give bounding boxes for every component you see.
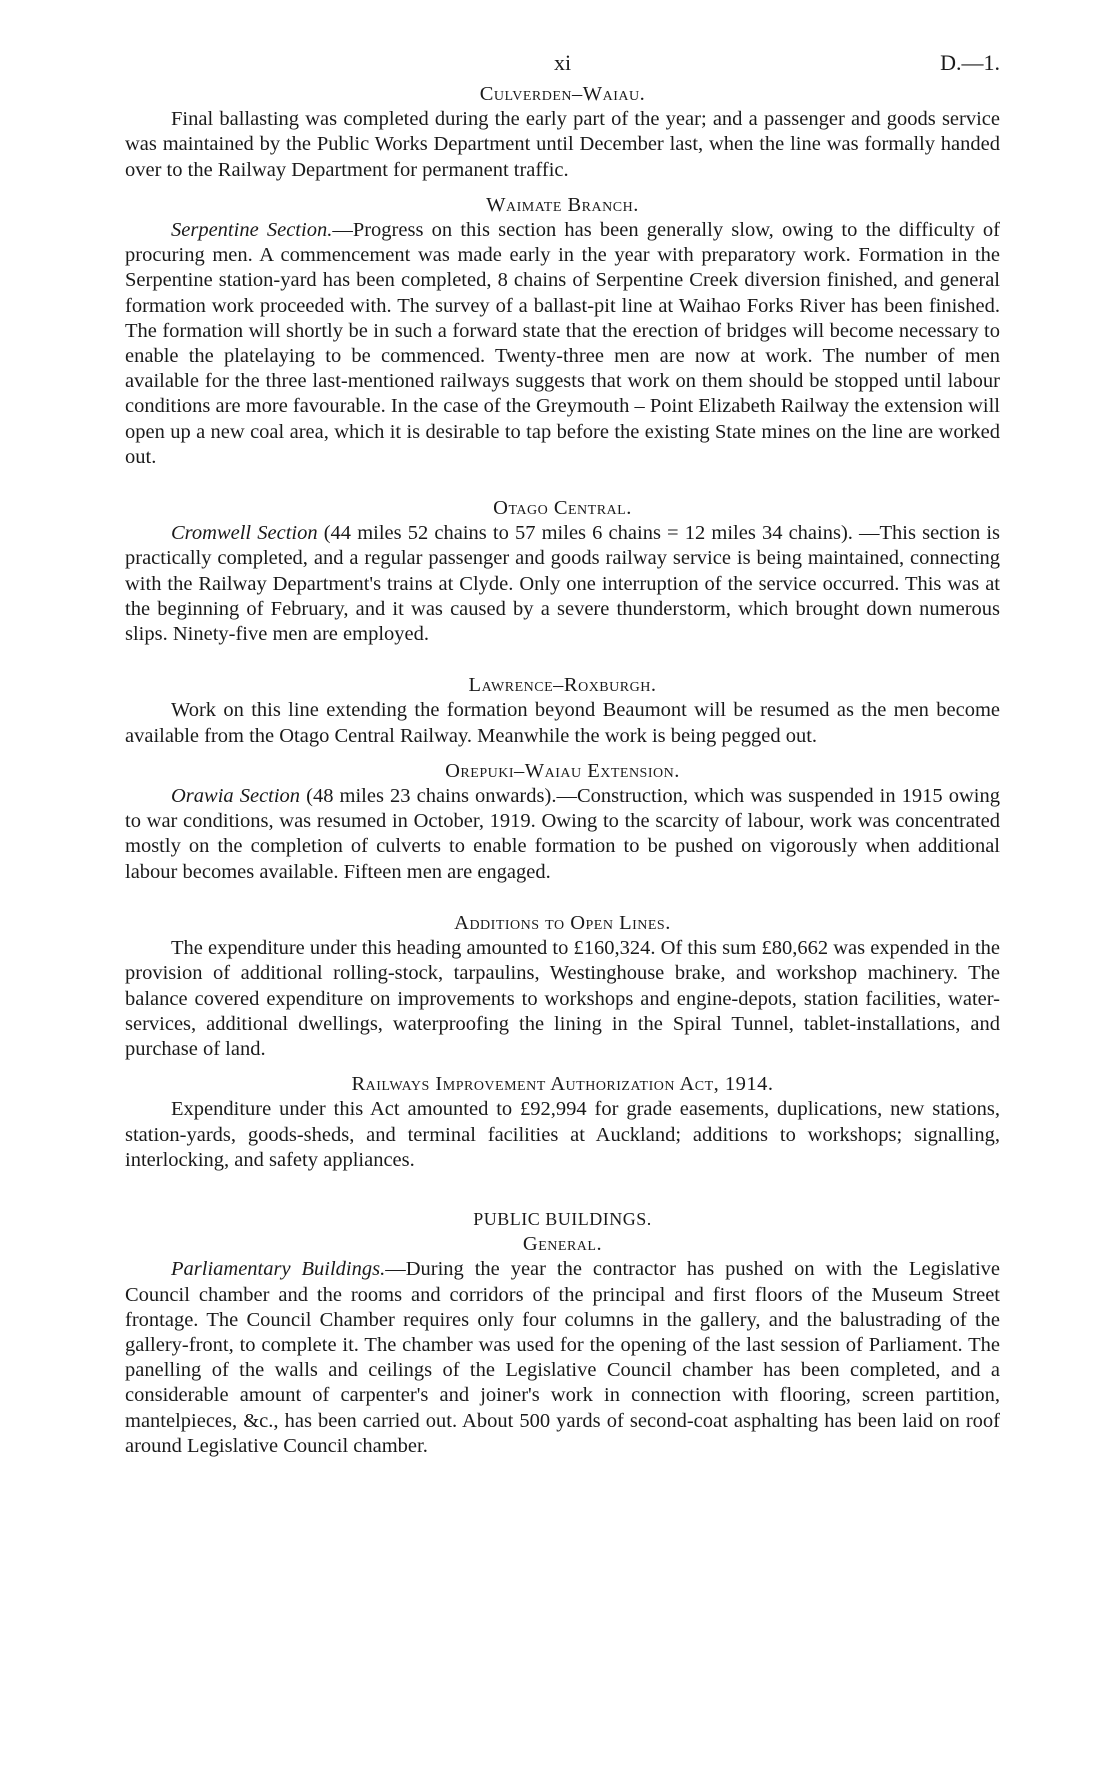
section-lawrence-roxburgh xyxy=(125,673,1000,749)
page-number: xi xyxy=(553,50,572,75)
page-header xyxy=(125,50,1000,82)
paragraph-body: —During the year the contractor has pushed on with the Legislative Council chamber and the rooms and corridors of the principal and first floors of the Museum Street frontage. The Council Chamber requires only four columns in the gallery, and the balustrading of the gallery-front, to complete it. The chamber was used for the opening of the last session of Parliament. The panelling of the walls and ceilings of the Legislative Council chamber has been completed, and a considerable amount of carpenter's and joiner's work in connection with flooring, screen partition, mantelpieces, &c., has been carried out. About 500 yards of second-coat asphalting has been laid on roof around Legislative Council chamber. xyxy=(125,1258,1000,1457)
paragraph-lead: Parliamentary Buildings. xyxy=(171,1258,386,1281)
section-public-buildings xyxy=(125,1207,1000,1459)
paragraph-body: —Progress on this section has been generally slow, owing to the difficulty of procuring men. A commencement was made early in the year with preparatory work. Formation in the Serpentine station-yard has been completed, 8 chains of Serpentine Creek diversion finished, and general formation work proceeded with. The survey of a ballast-pit line at Waihao Forks River has been finished. The formation will shortly be in such a forward state that the erection of bridges will become necessary to enable the platelaying to be commenced. Twenty-three men are now at work. The number of men available for the three last-mentioned railways suggests that work on them should be stopped until labour conditions are more favourable. In the case of the Greymouth – Point Elizabeth Railway the extension will open up a new coal area, which it is desirable to tap before the existing State mines on the line are worked out. xyxy=(125,219,1000,468)
main-heading: PUBLIC BUILDINGS. xyxy=(473,1208,652,1229)
document-page xyxy=(125,50,1000,1459)
section-heading: Otago Central. xyxy=(493,497,632,520)
paragraph-body: (48 miles 23 chains onwards).—Construction, which was suspended in 1915 owing to war conditions, was resumed in October, 1919. Owing to the scarcity of labour, work was concentrated mostly on the completion of culverts to enable formation to be pushed on vigorously when additional labour becomes available. Fifteen men are engaged. xyxy=(125,785,1000,883)
section-paragraph: Final ballasting was completed during the early part of the year; and a passenger and goods service was maintained by the Public Works Department until December last, when the line was formally handed over to the Railway Department for permanent traffic. xyxy=(125,108,1000,181)
section-paragraph: Expenditure under this Act amounted to £92,994 for grade easements, duplications, new stations, station-yards, goods-sheds, and terminal facilities at Auckland; additions to workshops; signalling, interlocking, and safety appliances. xyxy=(125,1098,1000,1171)
section-paragraph xyxy=(125,1257,1000,1459)
section-otago-central xyxy=(125,496,1000,647)
section-heading: General. xyxy=(522,1233,603,1256)
section-paragraph xyxy=(125,784,1000,885)
paragraph-lead: Orawia Section xyxy=(171,785,301,808)
section-culverden-waiau xyxy=(125,82,1000,183)
section-paragraph: Work on this line extending the formation beyond Beaumont will be resumed as the men become available from the Otago Central Railway. Meanwhile the work is being pegged out. xyxy=(125,699,1000,747)
section-paragraph xyxy=(125,521,1000,647)
section-waimate-branch xyxy=(125,193,1000,470)
section-railways-improvement-act xyxy=(125,1072,1000,1173)
section-heading: Culverden–Waiau. xyxy=(479,83,646,105)
section-heading: Orepuki–Waiau Extension. xyxy=(445,759,680,782)
paragraph-lead: Cromwell Section xyxy=(171,522,318,545)
document-code: D.—1. xyxy=(940,50,1000,75)
section-paragraph xyxy=(125,218,1000,470)
paragraph-body: (44 miles 52 chains to 57 miles 6 chains = 12 miles 34 chains). —This section is practically completed, and a regular passenger and goods railway service is being maintained, connecting with the Railway Department's trains at Clyde. Only one interruption of the service occurred. This was at the beginning of February, and it was caused by a severe thunderstorm, which brought down numerous slips. Ninety-five men are employed. xyxy=(125,522,1000,646)
section-paragraph: The expenditure under this heading amounted to £160,324. Of this sum £80,662 was expended in the provision of additional rolling-stock, tarpaulins, Westinghouse brake, and workshop machinery. The balance covered expenditure on improvements to workshops and engine-depots, station facilities, water-services, additional dwellings, waterproofing the lining in the Spiral Tunnel, tablet-installations, and purchase of land. xyxy=(125,937,1000,1060)
paragraph-lead: Serpentine Section. xyxy=(171,219,333,242)
section-heading: Railways Improvement Authorization Act, 1914. xyxy=(351,1073,774,1096)
section-heading: Lawrence–Roxburgh. xyxy=(468,674,657,697)
section-heading: Waimate Branch. xyxy=(486,193,639,216)
section-additions-open-lines xyxy=(125,911,1000,1062)
section-orepuki-waiau xyxy=(125,759,1000,885)
section-heading: Additions to Open Lines. xyxy=(454,911,671,934)
